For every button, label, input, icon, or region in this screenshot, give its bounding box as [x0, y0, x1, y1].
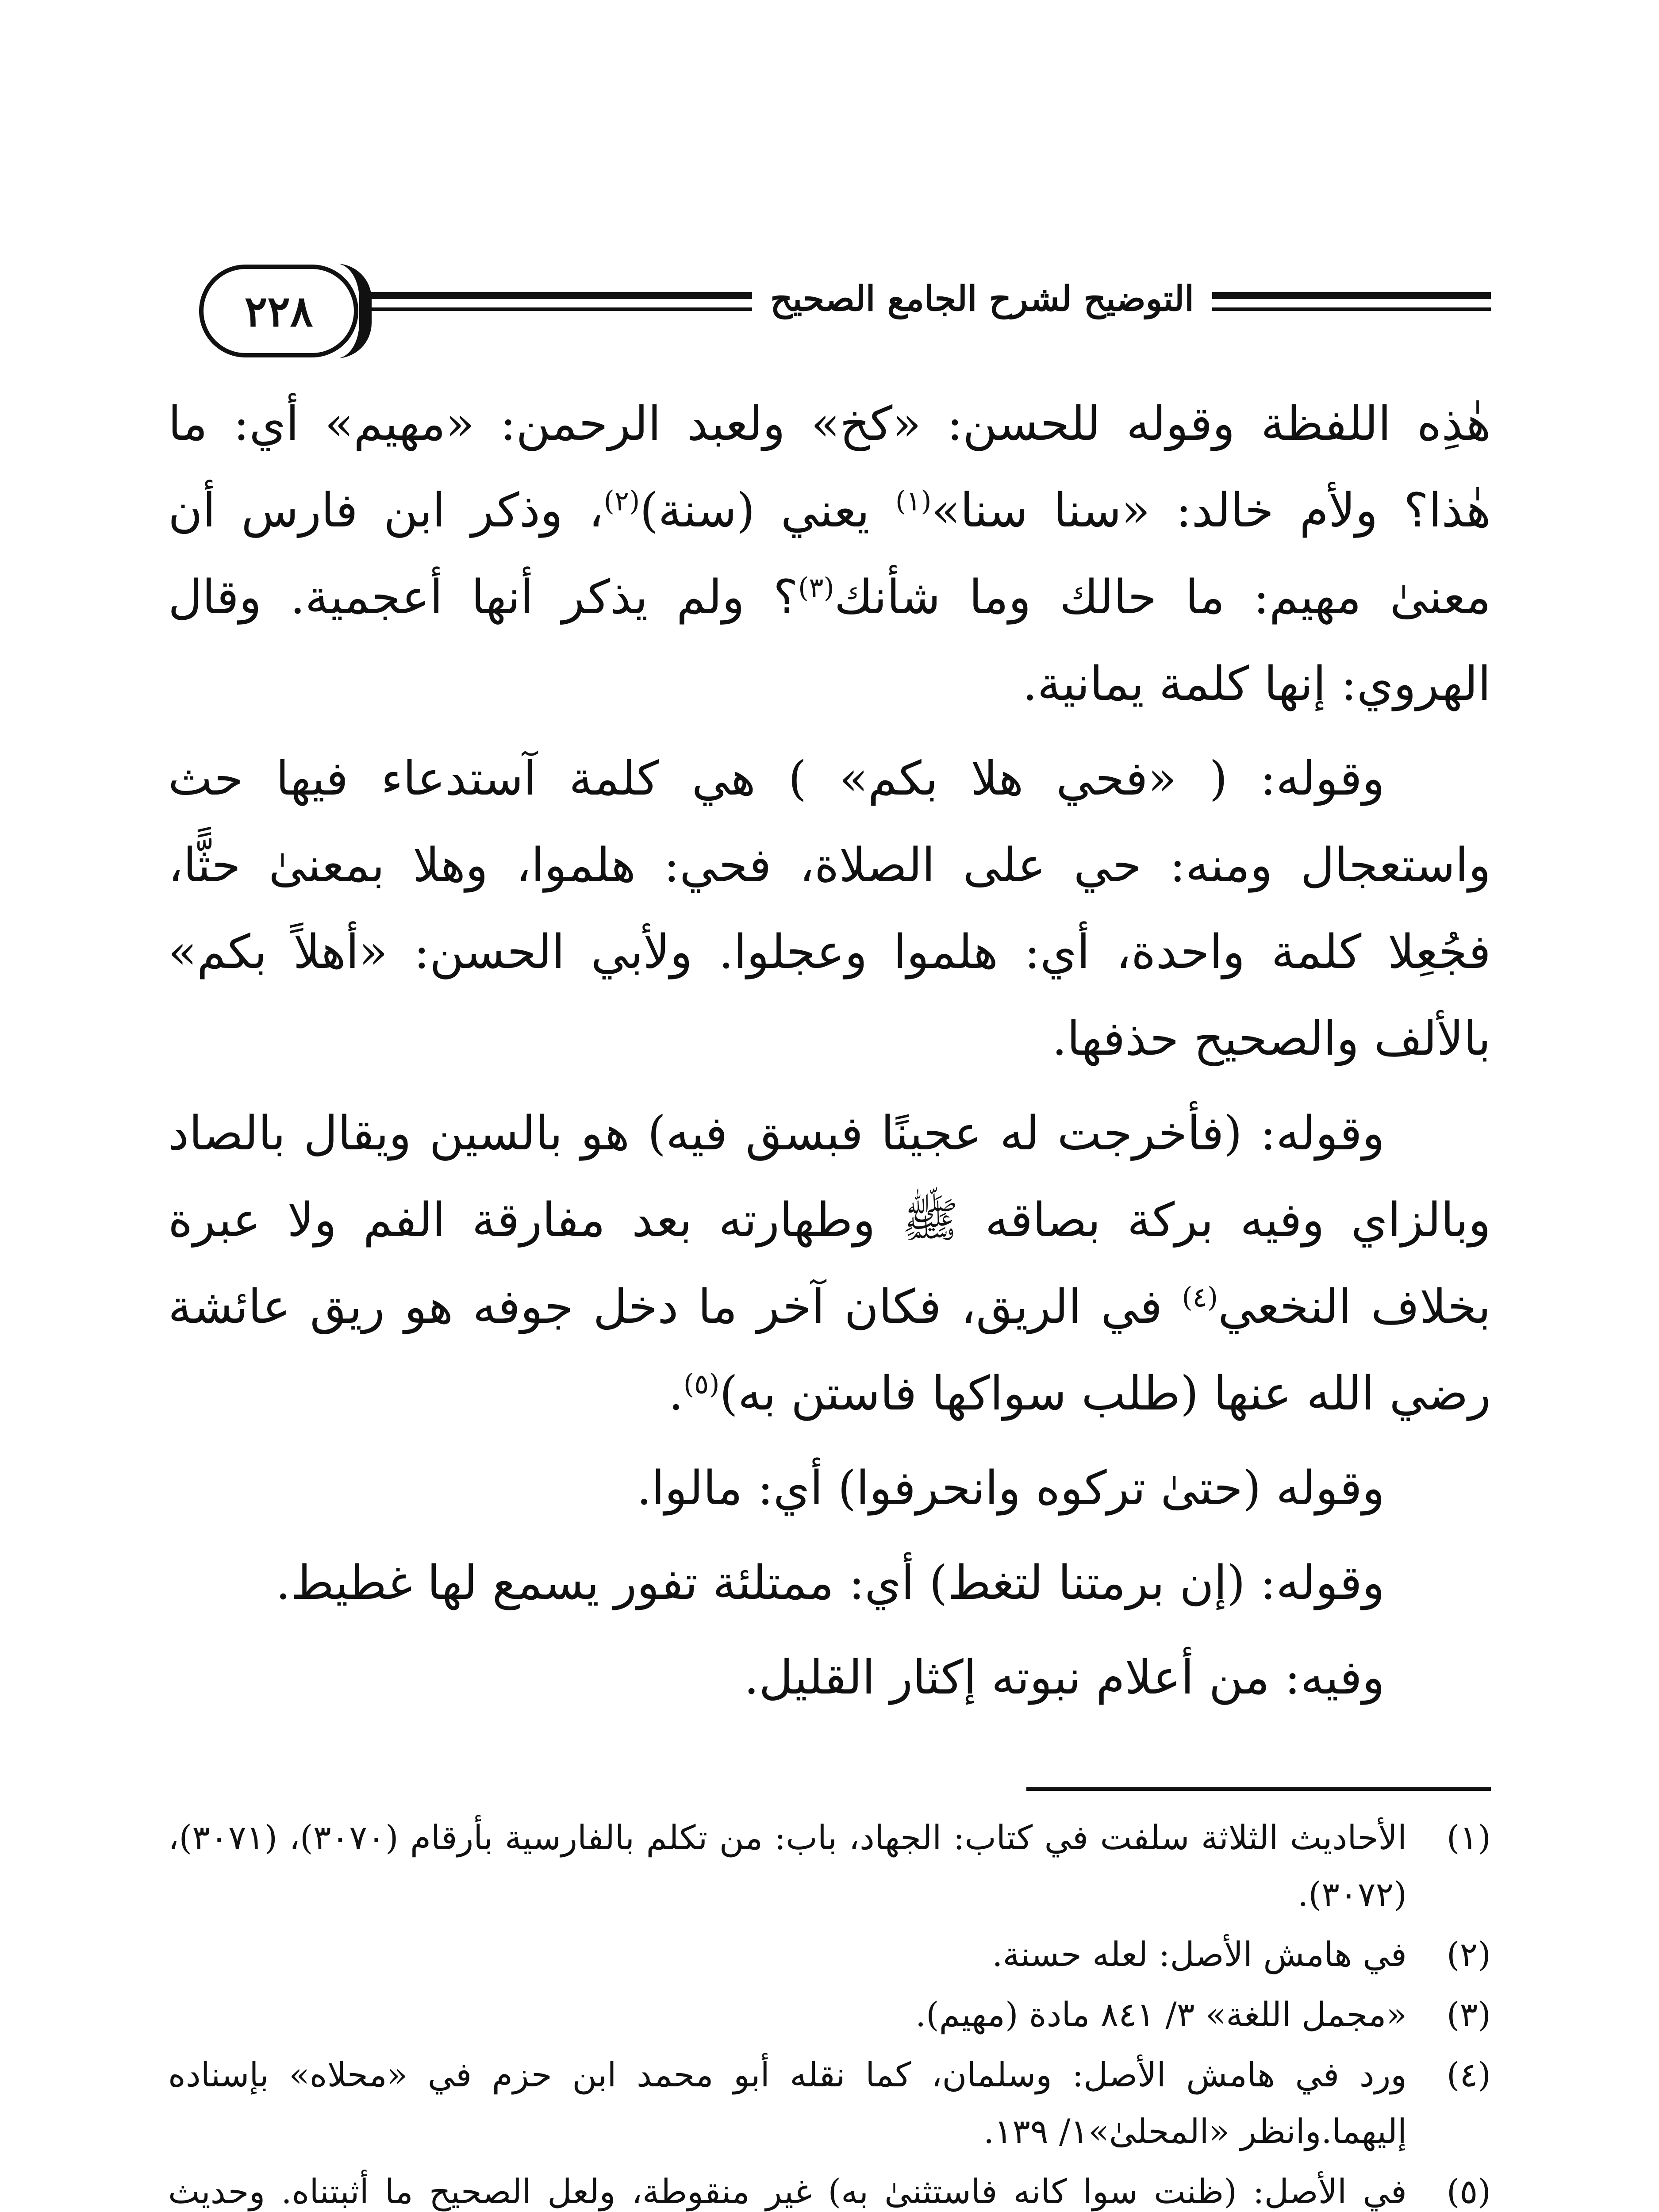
- paragraph: وقوله (حتىٰ تركوه وانحرفوا) أي: مالوا.: [637, 1461, 1385, 1515]
- footnotes: [168, 1809, 1491, 2212]
- footnote: [168, 1926, 1491, 1983]
- page-header: [168, 261, 1491, 367]
- footnote-text: ورد في هامش الأصل: وسلمان، كما نقله أبو محمد ابن حزم في «محلاه» بإسناده إليهما.وانظر «المحلىٰ»١/ ١٣٩.: [168, 2055, 1407, 2151]
- footnote: [168, 2047, 1491, 2160]
- footnote: [168, 1809, 1491, 1923]
- footnote-ref: (٣): [798, 571, 834, 604]
- footnote-ref: (١): [895, 484, 932, 517]
- footnote: [168, 1986, 1491, 2043]
- footnote-number: (٣): [1446, 1995, 1491, 2034]
- paragraph: وفيه: من أعلام نبوته إكثار القليل.: [744, 1650, 1385, 1705]
- paragraph: وقوله: (إن برمتنا لتغط) أي: ممتلئة تفور يسمع لها غطيط.: [276, 1555, 1385, 1610]
- footnote-number: (٤): [1446, 2055, 1491, 2094]
- header-rule: [367, 292, 752, 299]
- header-rule: [1212, 292, 1491, 299]
- footnote-ref: (٥): [683, 1367, 720, 1400]
- footnote-text: في هامش الأصل: لعله حسنة.: [992, 1935, 1407, 1974]
- footnote-text: «مجمل اللغة» ٣/ ٨٤١ مادة (مهيم).: [915, 1995, 1407, 2034]
- footnote-number: (٥): [1446, 2172, 1491, 2211]
- footnote-text: الأحاديث الثلاثة سلفت في كتاب: الجهاد، باب: من تكلم بالفارسية بأرقام (٣٠٧٠)، (٣٠٧١)، (٣٠٧٢).: [168, 1818, 1407, 1914]
- paragraph: هٰذِه اللفظة وقوله للحسن: «كخ» ولعبد الرحمن: «مهيم» أي: ما هٰذا؟ ولأم خالد: «سنا سنا»$^{(١)}$ يعني (سنة)$^{(٢)}$، وذكر ابن فارس أن معنىٰ مهيم: ما حالك وما شأنك$^{(٣)}$؟ ولم يذكر أنها أعجمية. وقال الهروي: إنها كلمة يمانية.: [168, 396, 1491, 711]
- header-rule: [367, 307, 752, 311]
- page-number-frame: [199, 265, 358, 357]
- footnote-number: (٢): [1446, 1935, 1491, 1974]
- footnote-number: (١): [1446, 1818, 1491, 1857]
- footnote-text: في الأصل: (ظنت سوا كانه فاستثنىٰ به) غير منقوطة، ولعل الصحيح ما أثبتناه. وحديث: [168, 2172, 1407, 2211]
- header-rule: [1212, 307, 1491, 311]
- footnote: [168, 2163, 1491, 2212]
- paragraph: وقوله: ( «فحي هلا بكم» ) هي كلمة آستدعاء فيها حث واستعجال ومنه: حي على الصلاة، فحي: هلموا، وهلا بمعنىٰ حثًّا، فجُعِلا كلمة واحدة، أي: هلموا وعجلوا. ولأبي الحسن: «أهلاً بكم» بالألف والصحيح حذفها.: [168, 751, 1491, 1066]
- footnote-ref: (٢): [603, 484, 640, 517]
- footnote-ref: (٤): [1182, 1281, 1218, 1313]
- footnote-separator: [1026, 1787, 1491, 1791]
- paragraph: وقوله: (فأخرجت له عجينًا فبسق فيه) هو بالسين ويقال بالصاد وبالزاي وفيه بركة بصاقه ﷺ وطهارته بعد مفارقة الفم ولا عبرة بخلاف النخعي$^{(٤)}$ في الريق، فكان آخر ما دخل جوفه هو ريق عائشة رضي الله عنها (طلب سواكها فاستن به)$^{(٥)}$.: [168, 1106, 1491, 1421]
- running-title: التوضيح لشرح الجامع الصحيح: [770, 279, 1194, 319]
- main-text: [168, 380, 1491, 1721]
- page-number: ٢٢٨: [244, 286, 313, 336]
